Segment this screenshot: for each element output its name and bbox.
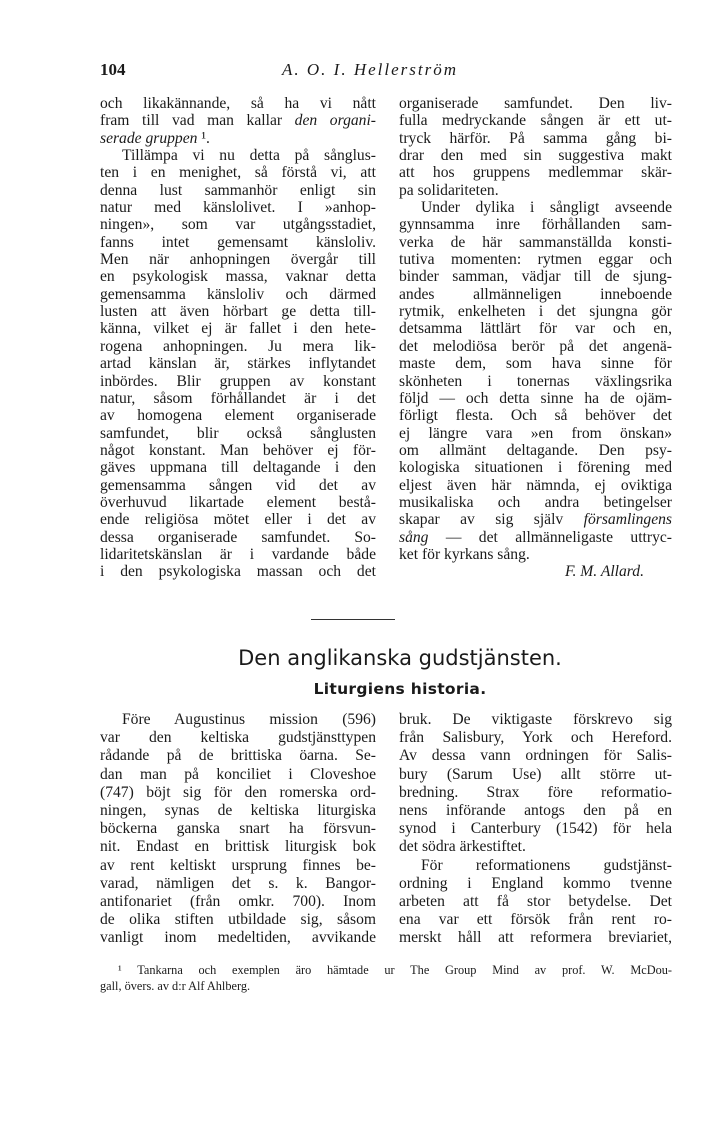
text-line [100,893,376,911]
text-line [399,95,672,112]
text-line [100,529,376,546]
text-line [399,820,672,838]
text-line [399,199,672,216]
text-run: böckerna ganska snart ha försvun- [100,820,376,838]
text-line [399,711,672,729]
text-line [399,303,672,320]
text-run: vanligt inom medeltiden, avvikande [100,929,376,947]
text-run: gemensamma sången vid det av [100,476,376,494]
text-line [100,338,376,355]
text-line [399,407,672,424]
text-run: från Salisbury, York och Hereford. [399,729,672,747]
text-line [100,784,376,802]
column-top-left [100,95,376,581]
text-line [399,747,672,765]
text-run: det melodiösa berör på det angenä- [399,337,672,355]
italic-text: församlingens [583,511,672,529]
text-line [399,234,672,251]
text-run: skönheten i tonernas växlingsrika [399,372,672,390]
text-run: Tillämpa vi nu detta på sånglus- [122,147,376,165]
text-line [100,407,376,424]
column-top-right [399,95,672,581]
text-run: artad känslan är, stärkes inflytandet [100,355,376,373]
text-line [100,711,376,729]
text-run: andes allmänneligen inneboende [399,285,672,303]
text-line [399,784,672,802]
footnote-line: gall, övers. av d:r Alf Ahlberg. [100,979,251,993]
text-run: merskt håll att reformera breviariet, [399,929,672,947]
text-run: nens införande antogs den på en [399,801,672,819]
text-run: de olika stiften utbildade sig, såsom [100,911,376,929]
text-run: ningen, synas de keltiska liturgiska [100,801,376,819]
text-run: ningen», som var utgångsstadiet, [100,216,376,234]
column-lower-right [399,711,672,947]
text-line [100,494,376,511]
text-run: kologiska situationen i förening med [399,459,672,477]
text-run: och likakännande, så ha vi nått [100,95,376,112]
text-line [100,234,376,251]
running-head: A. O. I. Hellerström [282,60,458,79]
text-run: gemensamma känsloliv och därmed [100,285,376,303]
article-title: Den anglikanska gudstjänsten. [238,646,562,670]
text-run: ordning i England kommo tvenne [399,874,672,892]
text-run: detsamma lättlärt för var och en, [399,320,672,338]
footnote-line: ¹ Tankarna och exemplen äro hämtade ur The Group Mind av prof. W. McDou- [118,963,672,977]
text-run: drar den med sin suggestiva makt [399,147,672,165]
text-line [399,355,672,372]
footnote [100,962,672,994]
text-line [100,286,376,303]
text-run: ej längre vara »en from önskan» [399,424,672,442]
text-run: verka de här sammanställda konsti- [399,233,672,251]
text-line [399,182,672,199]
text-run: arbeten att få stor betydelse. Det [399,892,672,910]
text-run: överhuvud likartade element bestå- [100,493,376,511]
text-run: organiserade samfundet. Den liv- [399,95,672,112]
text-run: natur med känslolivet. I »anhop- [100,199,376,217]
text-line [399,425,672,442]
text-run: samfundet, blir också sånglusten [100,424,376,442]
signature: F. M. Allard. [565,563,644,581]
text-line [100,112,376,129]
text-run: känna, vilket ej är fallet i den hete- [100,320,376,338]
text-run: gynnsamma inre förhållanden sam- [399,216,672,234]
text-line [399,268,672,285]
text-line [399,459,672,476]
text-run: natur, såsom förhållandet är i det [100,389,376,407]
text-line [100,95,376,112]
text-run: något konstant. Man behöver ej för- [100,441,376,459]
text-run: en psykologisk massa, vaknar detta [100,268,376,286]
text-line [100,820,376,838]
text-line [100,425,376,442]
text-line [100,442,376,459]
text-run: tryck härför. På samma gång bi- [399,129,672,147]
text-run: av homogena element organiserade [100,407,376,425]
text-line [100,164,376,181]
text-run: följd — och detta sinne ha de ojäm- [399,389,672,407]
text-run: av rent keltiskt ursprung finnes be- [100,856,376,874]
text-run: Under dylika i sångligt avseende [421,199,672,217]
text-line [100,130,376,147]
text-line [100,511,376,528]
text-run: Före Augustinus mission (596) [122,711,376,728]
text-line [399,802,672,820]
text-line [399,875,672,893]
text-run: var den keltiska gudstjänsttypen [100,729,376,747]
text-line [399,477,672,494]
text-run: musikaliska och andra betingelser [399,493,672,511]
text-line [399,766,672,784]
text-run: att hos gruppens medlemmar skär- [399,164,672,182]
section-divider [311,619,395,620]
page-number: 104 [100,60,126,79]
text-line [100,729,376,747]
text-line [399,112,672,129]
text-run: ena var ett försök från rent ro- [399,911,672,929]
text-line [100,477,376,494]
text-line [399,286,672,303]
text-line [100,857,376,875]
text-line [399,390,672,407]
text-line [399,893,672,911]
text-run: ten i en menighet, så förstå vi, att [100,164,376,182]
text-run: Av dessa vann ordningen för Salis- [399,747,672,765]
article-subtitle: Liturgiens historia. [313,680,487,698]
text-run: eljest även här nämnda, ej oviktiga [399,476,672,494]
text-run: Men när anhopningen övergår till [100,251,376,269]
text-run: antifonariet (från omkr. 700). Inom [100,892,376,910]
text-run: lusten att även hörbart ge detta till- [100,303,376,321]
text-line [100,268,376,285]
text-run: ¹. [197,129,210,147]
text-line [100,182,376,199]
text-run: binder samman, vädjar till de sjung- [399,268,672,286]
text-line [399,147,672,164]
text-line [399,546,672,563]
text-line [399,529,672,546]
text-run: om allmänt deltagande. Den psy- [399,441,672,459]
text-run: i den psykologiska massan och det [100,563,376,581]
text-line [100,563,376,580]
text-line [399,857,672,875]
text-run: fram till vad man kallar [100,112,295,130]
text-line [399,164,672,181]
text-line [100,199,376,216]
text-line [100,766,376,784]
text-line [399,729,672,747]
text-line [100,251,376,268]
text-line [100,355,376,372]
text-line [399,320,672,337]
text-run: — det allmänneligaste uttryc- [428,528,672,546]
text-run: det södra ärkestiftet. [399,838,526,856]
text-run: tutiva momenten: rytmen eggar och [399,251,672,269]
italic-text: sång [399,528,429,546]
text-line [100,216,376,233]
text-line [399,494,672,511]
text-line [100,546,376,563]
text-run: lidaritetskänslan är i vardande både [100,545,376,563]
text-line [100,320,376,337]
italic-text: serade gruppen [100,129,198,147]
text-run: gäves uppmana till deltagande i den [100,459,376,477]
text-run: bury (Sarum Use) allt större ut- [399,765,672,783]
text-line [100,459,376,476]
text-line [100,911,376,929]
text-run: skapar av sig själv [399,511,584,529]
text-line [100,929,376,947]
text-run: rådande på de brittiska öarna. Se- [100,747,376,765]
text-run: rytmik, enkelheten i det sjungna gör [399,303,672,321]
text-run: maste dem, som hava sinne för [399,355,672,373]
text-run: dessa organiserade samfundet. So- [100,528,376,546]
text-line [399,216,672,233]
text-run: varad, nämligen det s. k. Bangor- [100,874,376,892]
text-line [100,802,376,820]
text-run: rogena anhopningen. Ju mera lik- [100,337,376,355]
text-run: förligt flesta. Och så behöver det [399,407,672,425]
text-line [100,747,376,765]
text-run: bredning. Strax före reformatio- [399,783,672,801]
text-line [100,390,376,407]
text-run: dan man på konciliet i Cloveshoe [100,765,376,783]
text-line [399,929,672,947]
text-line [100,147,376,164]
text-line [399,251,672,268]
italic-text: den organi- [294,112,376,130]
text-run: inbördes. Blir gruppen av konstant [100,372,376,390]
text-run: synod i Canterbury (1542) för hela [399,820,672,838]
text-line [399,838,672,856]
text-line [399,911,672,929]
text-run: bruk. De viktigaste förskrevo sig [399,711,672,728]
text-run: ende religiösa mötet eller i det av [100,511,376,529]
text-line [100,373,376,390]
text-line [399,511,672,528]
text-line [100,303,376,320]
text-run: pa solidariteten. [399,181,499,199]
text-run: För reformationens gudstjänst- [421,856,672,874]
text-line [100,875,376,893]
text-line [399,373,672,390]
text-run: (747) böjt sig för den romerska ord- [100,783,376,801]
text-run: fanns intet gemensamt känsloliv. [100,233,376,251]
text-line [399,442,672,459]
column-lower-left [100,711,376,947]
text-run: nit. Endast en brittisk liturgisk bok [100,838,376,856]
text-run: ket för kyrkans sång. [399,545,530,563]
text-line [100,838,376,856]
text-run: fulla medryckande sången är ett ut- [399,112,672,130]
text-line [399,130,672,147]
text-line [399,338,672,355]
text-run: denna lust sammanhör enligt sin [100,181,376,199]
